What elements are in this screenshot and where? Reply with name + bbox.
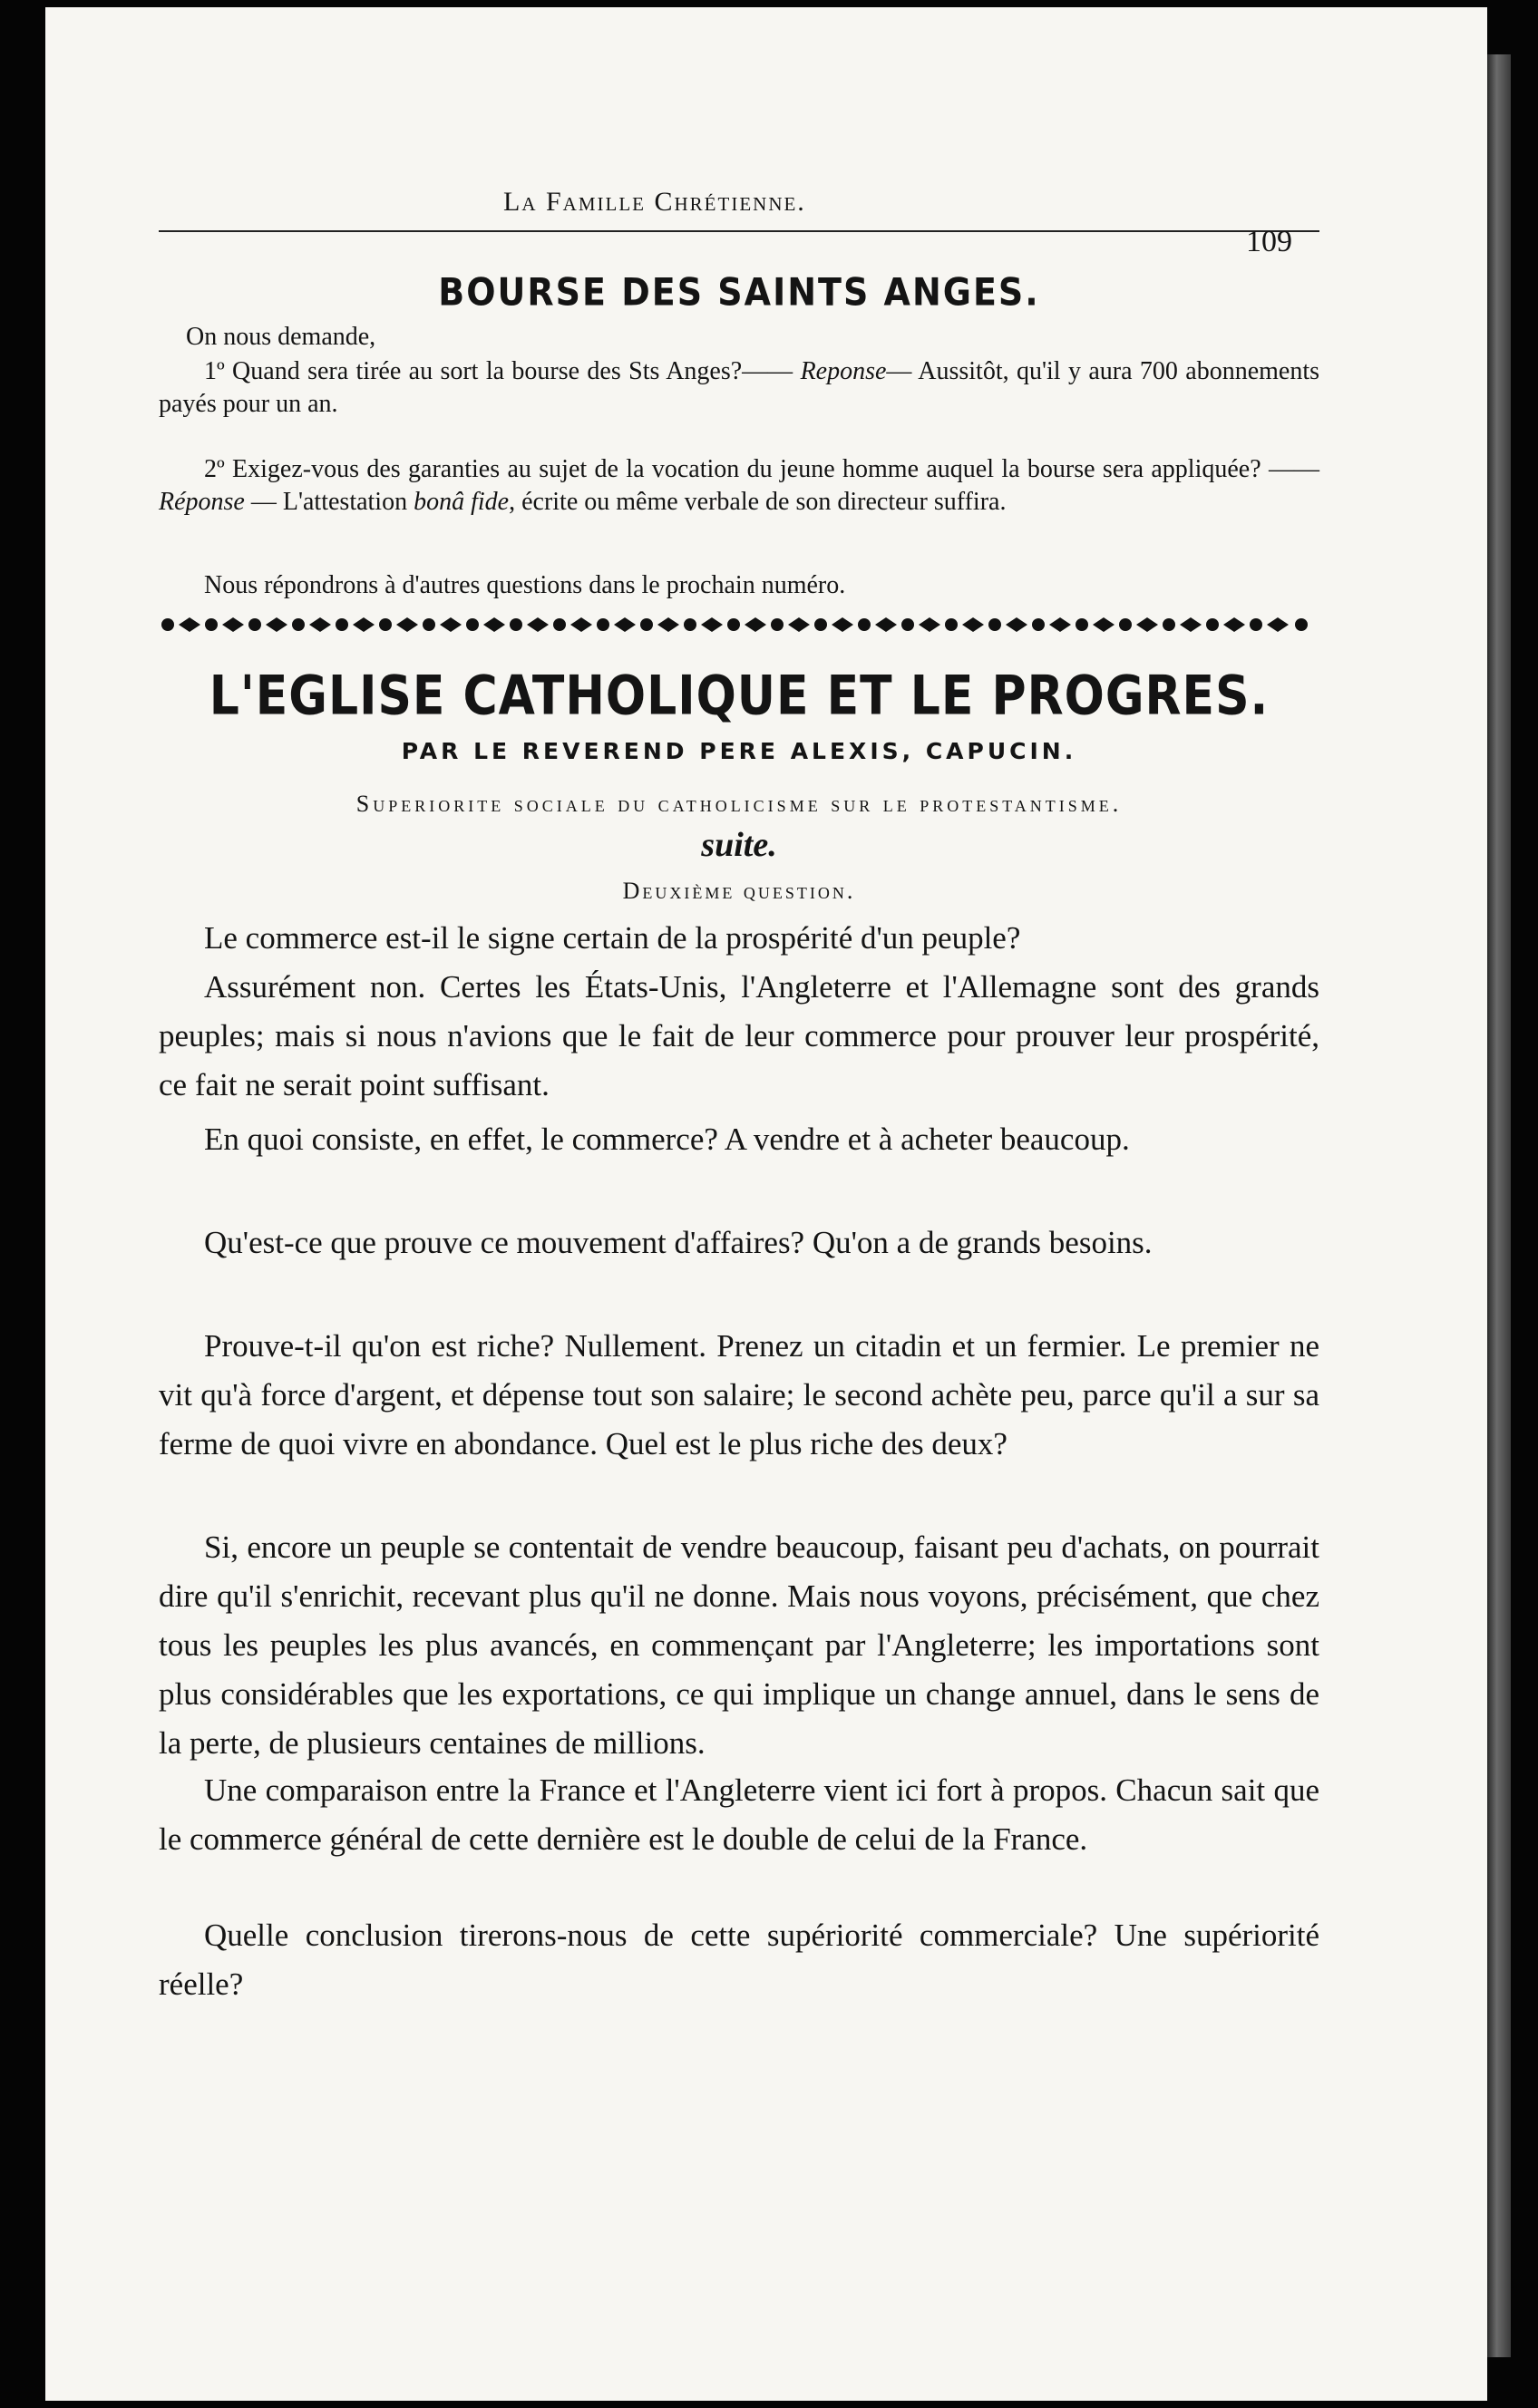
q2-label: Réponse: [159, 488, 245, 516]
page-number: 109: [1246, 225, 1292, 258]
bourse-closing: Nous répondrons à d'autres questions dans le prochain numéro.: [204, 571, 846, 599]
article-paragraph: Une comparaison entre la France et l'Angleterre vient ici fort à propos. Chacun sait que le commerce général de cette dernière est le double de celui de la France.: [159, 1772, 1319, 1857]
article-byline: PAR LE REVEREND PERE ALEXIS, CAPUCIN.: [401, 738, 1077, 764]
article-suite: suite.: [701, 826, 777, 864]
page-edge: [1487, 54, 1511, 2357]
bourse-title: BOURSE DES SAINTS ANGES.: [438, 269, 1040, 315]
q2-text: 2º Exigez-vous des garanties au sujet de la vocation du jeune homme auquel la bourse sera appliquée? ——: [204, 455, 1319, 483]
question-heading: Deuxième question.: [622, 878, 856, 904]
q1-text: 1º Quand sera tirée au sort la bourse des Sts Anges?——: [204, 357, 801, 385]
article-title: L'EGLISE CATHOLIQUE ET LE PROGRES.: [209, 665, 1270, 728]
header-rule: [159, 230, 1319, 232]
bourse-question-1: [159, 355, 1319, 421]
book-page: [45, 7, 1487, 2401]
article-paragraph: Si, encore un peuple se contentait de vendre beaucoup, faisant peu d'achats, on pourrait dire qu'il s'enrichit, recevant plus qu'il ne donne. Mais nous voyons, précisément, que chez tous les peuples les plus avancés, en commençant par l'Angleterre; les importations sont plus considérables que les exportations, ce qui implique un change annuel, dans le sens de la perte, de plusieurs centaines de millions.: [159, 1529, 1319, 1761]
q2-answer-b: , écrite ou même verbale de son directeur suffira.: [509, 488, 1007, 516]
article-paragraph: Assurément non. Certes les États-Unis, l'Angleterre et l'Allemagne sont des grands peuples; mais si nous n'avions que le fait de leur commerce pour prouver leur prospérité, ce fait ne serait point suffisant.: [159, 969, 1319, 1102]
article-paragraph: Prouve-t-il qu'on est riche? Nullement. Prenez un citadin et un fermier. Le premier ne vit qu'à force d'argent, et dépense tout son salaire; le second achète peu, parce qu'il a sur sa ferme de quoi vivre en abondance. Quel est le plus riche des deux?: [159, 1328, 1319, 1461]
q2-bona-fide: bonâ fide: [414, 488, 510, 516]
bourse-question-2: [159, 453, 1319, 519]
q1-answer: — Aussitôt, qu'il y aura 700 abonnements payés pour un an.: [159, 357, 1319, 418]
journal-title: La Famille Chrétienne.: [503, 187, 806, 217]
ornamental-divider: [159, 613, 1319, 636]
article-paragraph: Quelle conclusion tirerons-nous de cette supériorité commerciale? Une supériorité réelle?: [159, 1918, 1319, 2002]
q2-answer-a: — L'attestation: [244, 488, 414, 516]
bourse-intro: On nous demande,: [186, 323, 376, 351]
article-paragraph: Le commerce est-il le signe certain de la prospérité d'un peuple?: [204, 920, 1021, 956]
article-paragraph: En quoi consiste, en effet, le commerce? A vendre et à acheter beaucoup.: [204, 1121, 1130, 1157]
article-subtitle: Superiorite sociale du catholicisme sur le protestantisme.: [355, 791, 1123, 817]
q1-label: Reponse: [800, 357, 887, 385]
article-paragraph: Qu'est-ce que prouve ce mouvement d'affaires? Qu'on a de grands besoins.: [204, 1225, 1153, 1260]
running-head: [159, 187, 1319, 258]
